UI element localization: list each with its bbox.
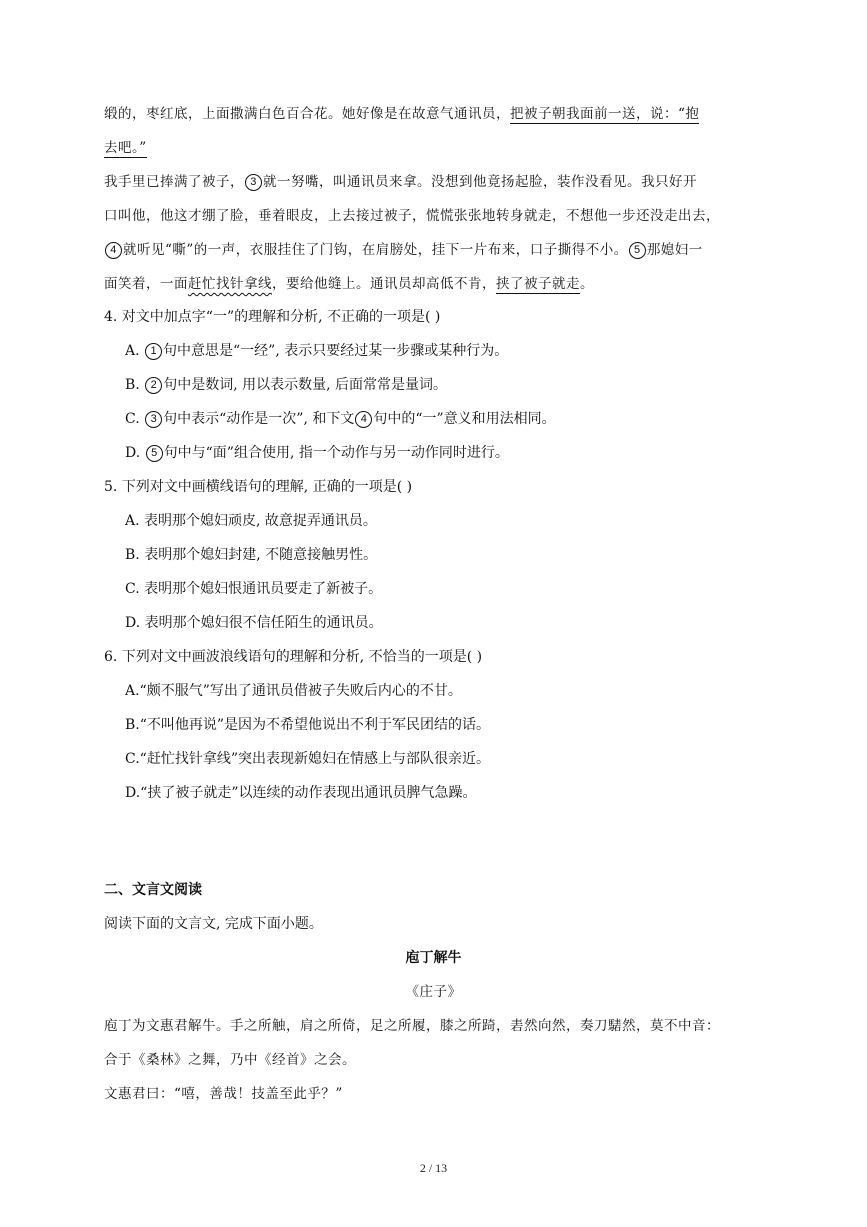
question-5-option-b: B. 表明那个媳妇封建, 不随意接触男性。 <box>125 547 378 563</box>
underlined-sentence: 把被子朝我面前一送，说：“抱 <box>510 106 700 122</box>
option-text: 句中意思是“一经”, 表示只要经过某一步骤或某种行为。 <box>163 343 509 359</box>
underlined-sentence: 挟了被子就走 <box>496 276 580 292</box>
passage-text: 。 <box>580 276 594 292</box>
passage-text: 那媳妇一 <box>646 242 703 258</box>
circled-number: 4 <box>105 242 122 259</box>
question-6-option-a: A.“颇不服气”写出了通讯员借被子失败后内心的不甘。 <box>125 683 462 699</box>
option-text: 句中的“一”意义和用法相同。 <box>373 411 556 427</box>
page-number: 2 / 13 <box>419 1161 448 1175</box>
passage-title: 庖丁解牛 <box>405 950 462 966</box>
question-5-option-d: D. 表明那个媳妇很不信任陌生的通讯员。 <box>125 615 383 631</box>
question-5-option-a: A. 表明那个媳妇顽皮, 故意捉弄通讯员。 <box>125 513 377 529</box>
passage-line-4 <box>104 206 720 226</box>
option-letter: A. <box>125 343 145 359</box>
question-5-stem: 5. 下列对文中画横线语句的理解, 正确的一项是( ) <box>104 479 413 495</box>
passage-text: 面笑着，一面 <box>104 276 188 292</box>
section-instruction: 阅读下面的文言文, 完成下面小题。 <box>104 916 323 932</box>
passage-line-5 <box>104 240 703 260</box>
question-4-option-a <box>125 341 508 361</box>
option-text: 句中是数词, 用以表示数量, 后面常常是量词。 <box>163 377 448 393</box>
question-4-option-c <box>125 409 556 429</box>
passage-text: ，要给他缝上。通讯员却高低不肯， <box>272 276 496 292</box>
option-letter: C. <box>125 411 145 427</box>
question-4-option-d <box>125 443 509 463</box>
passage-line-2 <box>104 138 147 158</box>
circled-number: 5 <box>629 242 646 259</box>
circled-number: 5 <box>146 445 163 462</box>
question-6-option-d: D.“挟了被子就走”以连续的动作表现出通讯员脾气急躁。 <box>125 785 477 801</box>
option-letter: D. <box>125 445 145 461</box>
classical-text-line-2: 合于《桑林》之舞，乃中《经首》之会。 <box>104 1052 356 1068</box>
question-6-option-c: C.“赶忙找针拿线”突出表现新媳妇在情感上与部队很亲近。 <box>125 751 490 767</box>
question-6-stem: 6. 下列对文中画波浪线语句的理解和分析, 不恰当的一项是( ) <box>104 649 483 665</box>
passage-text: 我手里已捧满了被子， <box>104 174 244 190</box>
wavy-underlined-phrase: 赶忙找针拿线 <box>188 276 272 292</box>
question-4-option-b <box>125 375 447 395</box>
option-letter: B. <box>125 377 145 393</box>
passage-line-3 <box>104 172 697 192</box>
underlined-sentence: 去吧。” <box>104 140 147 156</box>
passage-text: 就一努嘴，叫通讯员来拿。没想到他竟扬起脸，装作没看见。我只好开 <box>263 174 697 190</box>
section-heading: 二、文言文阅读 <box>104 882 202 898</box>
classical-text-line-3: 文惠君曰：“嘻，善哉！技盖至此乎？” <box>104 1086 343 1102</box>
question-5-option-c: C. 表明那个媳妇恨通讯员要走了新被子。 <box>125 581 383 597</box>
option-text: 句中表示“动作是一次”, 和下文 <box>163 411 355 427</box>
passage-line-6 <box>104 274 594 294</box>
passage-text: 口叫他，他这才绷了脸，垂着眼皮，上去接过被子，慌慌张张地转身就走，不想他一步还没走出去， <box>104 208 720 224</box>
circled-number: 1 <box>145 343 162 360</box>
question-4-stem: 4. 对文中加点字“一”的理解和分析, 不正确的一项是( ) <box>104 309 441 325</box>
option-text: 句中与“面”组合使用, 指一个动作与另一动作同时进行。 <box>163 445 509 461</box>
passage-author: 《庄子》 <box>405 984 462 1000</box>
passage-line-1 <box>104 104 699 124</box>
question-6-option-b: B.“不叫他再说”是因为不希望他说出不利于军民团结的话。 <box>125 717 491 733</box>
circled-number: 3 <box>245 174 262 191</box>
passage-text: 缎的，枣红底，上面撒满白色百合花。她好像是在故意气通讯员， <box>104 106 510 122</box>
circled-number: 2 <box>145 377 162 394</box>
passage-text: 就听见“嘶”的一声，衣服挂住了门钩，在肩膀处，挂下一片布来，口子撕得不小。 <box>123 242 628 258</box>
circled-number: 3 <box>145 411 162 428</box>
classical-text-line-1: 庖丁为文惠君解牛。手之所触，肩之所倚，足之所履，膝之所踦，砉然向然，奏刀騞然，莫不中音： <box>104 1018 720 1034</box>
circled-number: 4 <box>355 411 372 428</box>
